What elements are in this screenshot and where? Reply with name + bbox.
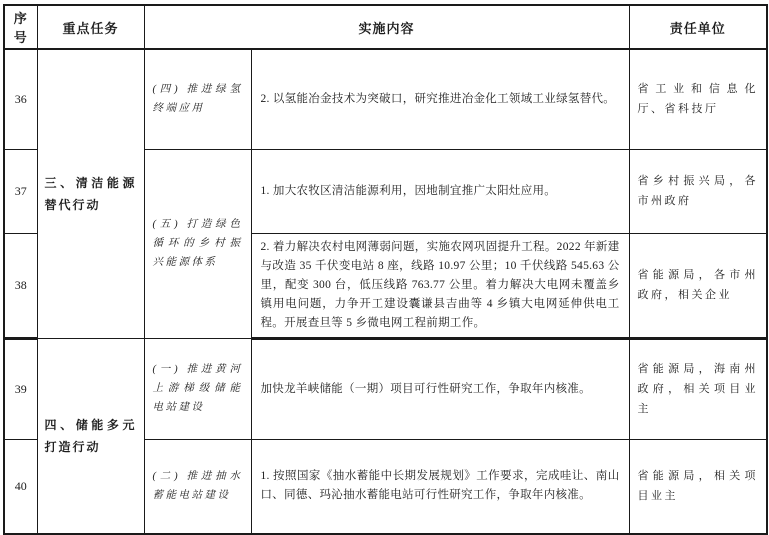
unit-cell: 省能源局，各市州政府，相关企业	[629, 233, 767, 338]
subtask-cell: (四) 推进绿氢终端应用	[144, 49, 251, 149]
subtask-cell: (五) 打造绿色循环的乡村振兴能源体系	[144, 149, 251, 338]
content-cell: 1. 按照国家《抽水蓄能中长期发展规划》工作要求，完成哇让、南山口、同德、玛沁抽水蓄能电站可行性研究工作，争取年内核准。	[251, 439, 629, 534]
category-cell-energy-storage: 四、储能多元打造行动	[37, 338, 144, 534]
table-row	[4, 338, 767, 439]
subtask-cell: (一) 推进黄河上游梯级储能电站建设	[144, 338, 251, 439]
unit-cell: 省工业和信息化厅、省科技厅	[629, 49, 767, 149]
header-responsible-unit: 责任单位	[629, 5, 767, 49]
table-row	[4, 49, 767, 149]
row-number-cell: 36	[4, 49, 37, 149]
subtask-cell: (二) 推进抽水蓄能电站建设	[144, 439, 251, 534]
row-number-cell: 37	[4, 149, 37, 233]
row-number-cell: 38	[4, 233, 37, 338]
table-header-row	[4, 5, 767, 49]
header-key-task: 重点任务	[37, 5, 144, 49]
content-cell: 2. 着力解决农村电网薄弱问题，实施农网巩固提升工程。2022 年新建与改造 35 千伏变电站 8 座，线路 10.97 公里；10 千伏线路 545.63 公里，配变 300 台，低压线路 763.77 公里。着力解决大电网未覆盖乡镇用电问题，力争开工建设囊谦县吉曲等 4 乡镇大电网延伸供电工程。开展查旦等 5 乡微电网工程前期工作。	[251, 233, 629, 338]
row-number-cell: 40	[4, 439, 37, 534]
unit-cell: 省乡村振兴局，各市州政府	[629, 149, 767, 233]
category-cell-clean-energy: 三、清洁能源替代行动	[37, 49, 144, 338]
content-cell: 2. 以氢能冶金技术为突破口，研究推进冶金化工领域工业绿氢替代。	[251, 49, 629, 149]
content-cell: 加快龙羊峡储能（一期）项目可行性研究工作，争取年内核准。	[251, 338, 629, 439]
header-implementation-content: 实施内容	[144, 5, 629, 49]
row-number-cell: 39	[4, 338, 37, 439]
unit-cell: 省能源局，相关项目业主	[629, 439, 767, 534]
task-table	[3, 4, 768, 535]
header-row-number: 序号	[4, 5, 37, 49]
unit-cell: 省能源局，海南州政府，相关项目业主	[629, 338, 767, 439]
content-cell: 1. 加大农牧区清洁能源利用，因地制宜推广太阳灶应用。	[251, 149, 629, 233]
